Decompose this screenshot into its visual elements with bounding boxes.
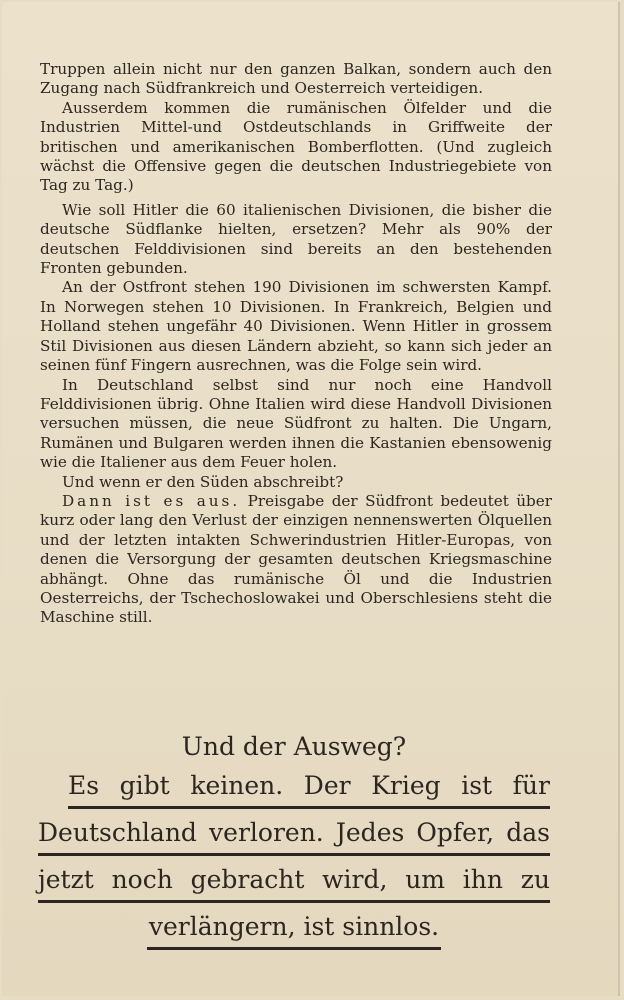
closing-line-4: verlängern, ist sinnlos. (147, 911, 441, 950)
paragraph-4: An der Ostfront stehen 190 Divisionen im schwersten Kampf. In Norwegen stehen 10 Divisionen. In Frankreich, Belgien und Holland stehen ungefähr 40 Divisionen. Wenn Hitler in grossem Stil Divisionen aus diesen Ländern abzieht, so kann sich jeder an seinen fünf Fingern ausrechnen, was die Folge sein wird. (40, 278, 552, 375)
paragraph-3: Wie soll Hitler die 60 italienischen Divisionen, die bisher die deutsche Südflanke hielten, ersetzen? Mehr als 90% der deutschen Felddivisionen sind bereits an den bestehenden Fronten gebunden. (40, 200, 552, 278)
closing-question: Und der Ausweg? (181, 732, 407, 761)
paragraph-1: Truppen allein nicht nur den ganzen Balkan, sondern auch den Zugang nach Südfrankreich und Oesterreich verteidigen. (40, 60, 552, 98)
paragraph-7 (40, 492, 552, 628)
closing-statement (38, 730, 550, 958)
spaced-lead: Dann ist es aus. (62, 491, 241, 510)
closing-line-2: Deutschland verloren. Jedes Opfer, das (38, 817, 550, 856)
closing-line-3: jetzt noch gebracht wird, um ihn zu (38, 864, 550, 903)
paragraph-5: In Deutschland selbst sind nur noch eine Handvoll Felddivisionen übrig. Ohne Italien wird diese Handvoll Divisionen versuchen müssen, die neue Südfront zu halten. Die Ungarn, Rumänen und Bulgaren werden ihnen die Kastanien ebensowenig wie die Italiener aus dem Feuer holen. (40, 375, 552, 472)
leaflet-page (2, 2, 620, 996)
body-text (40, 60, 552, 628)
paragraph-6: Und wenn er den Süden abschreibt? (62, 472, 344, 491)
closing-line-1: Es gibt keinen. Der Krieg ist für (68, 770, 550, 809)
paragraph-2: Ausserdem kommen die rumänischen Ölfelder und die Industrien Mittel-und Ostdeutschlands in Griffweite der britischen und amerikanischen Bomberflotten. (Und zugleich wächst die Offensive gegen die deutschen Industriegebiete von Tag zu Tag.) (40, 98, 552, 195)
paragraph-7-rest: Preisgabe der Südfront bedeutet über kurz oder lang den Verlust der einzigen nennenswerten Ölquellen und der letzten intakten Schwerindustrien Hitler-Europas, von denen die Versorgung der gesamten deutschen Kriegsmaschine abhängt. Ohne das rumänische Öl und die Industrien Oesterreichs, der Tschechoslowakei und Oberschlesiens steht die Maschine still. (40, 491, 553, 627)
